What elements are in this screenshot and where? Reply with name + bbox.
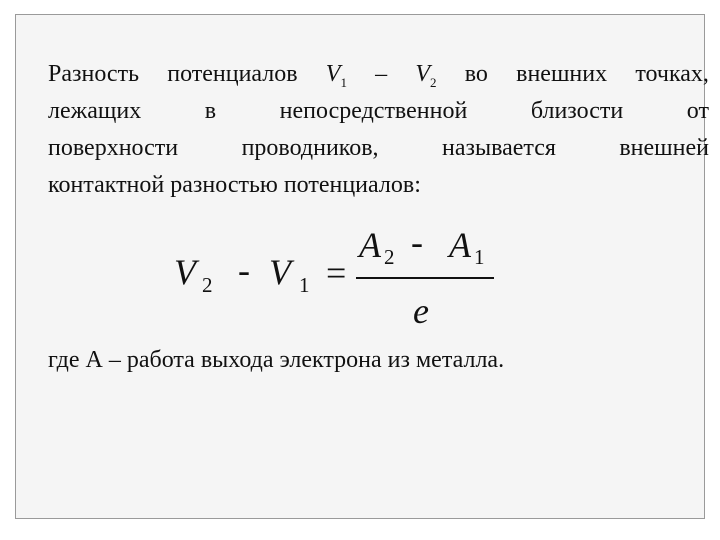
word: непосредственной [279, 98, 468, 124]
formula-v1-subscript: 1 [299, 273, 310, 297]
footnote-line: где А – работа выхода электрона из металла. [48, 347, 505, 373]
word: в [204, 98, 217, 124]
word: проводников, [241, 135, 379, 161]
formula-v2-subscript: 2 [202, 273, 213, 297]
fraction-bar [356, 277, 494, 279]
word: во [464, 61, 488, 87]
potential-difference-formula [16, 15, 706, 520]
formula-v1: V [269, 252, 291, 292]
dash: – [375, 61, 388, 87]
formula-minus: - [238, 250, 250, 290]
slide-panel [15, 14, 709, 519]
word: Разность [48, 61, 140, 87]
word: внешней [619, 135, 709, 161]
word: называется [442, 135, 556, 161]
formula-v2: V [174, 252, 196, 292]
formula-a1: A [449, 225, 471, 265]
word: лежащих [48, 98, 142, 124]
variable-v2: $V_2$ [415, 61, 437, 90]
word: точках, [635, 61, 709, 87]
variable-v1: $V_1$ [325, 61, 347, 90]
word: близости [530, 98, 624, 124]
word: потенциалов [167, 61, 298, 87]
formula-a1-subscript: 1 [474, 245, 485, 269]
word: внешних [516, 61, 608, 87]
formula-equals: = [326, 253, 347, 293]
paragraph-line-4: контактной разностью потенциалов: [48, 172, 421, 198]
word: поверхности [48, 135, 179, 161]
formula-a2-subscript: 2 [384, 245, 395, 269]
formula-minus: - [411, 222, 423, 262]
formula-e: e [413, 291, 429, 331]
word: от [686, 98, 709, 124]
formula-a2: A [359, 225, 381, 265]
